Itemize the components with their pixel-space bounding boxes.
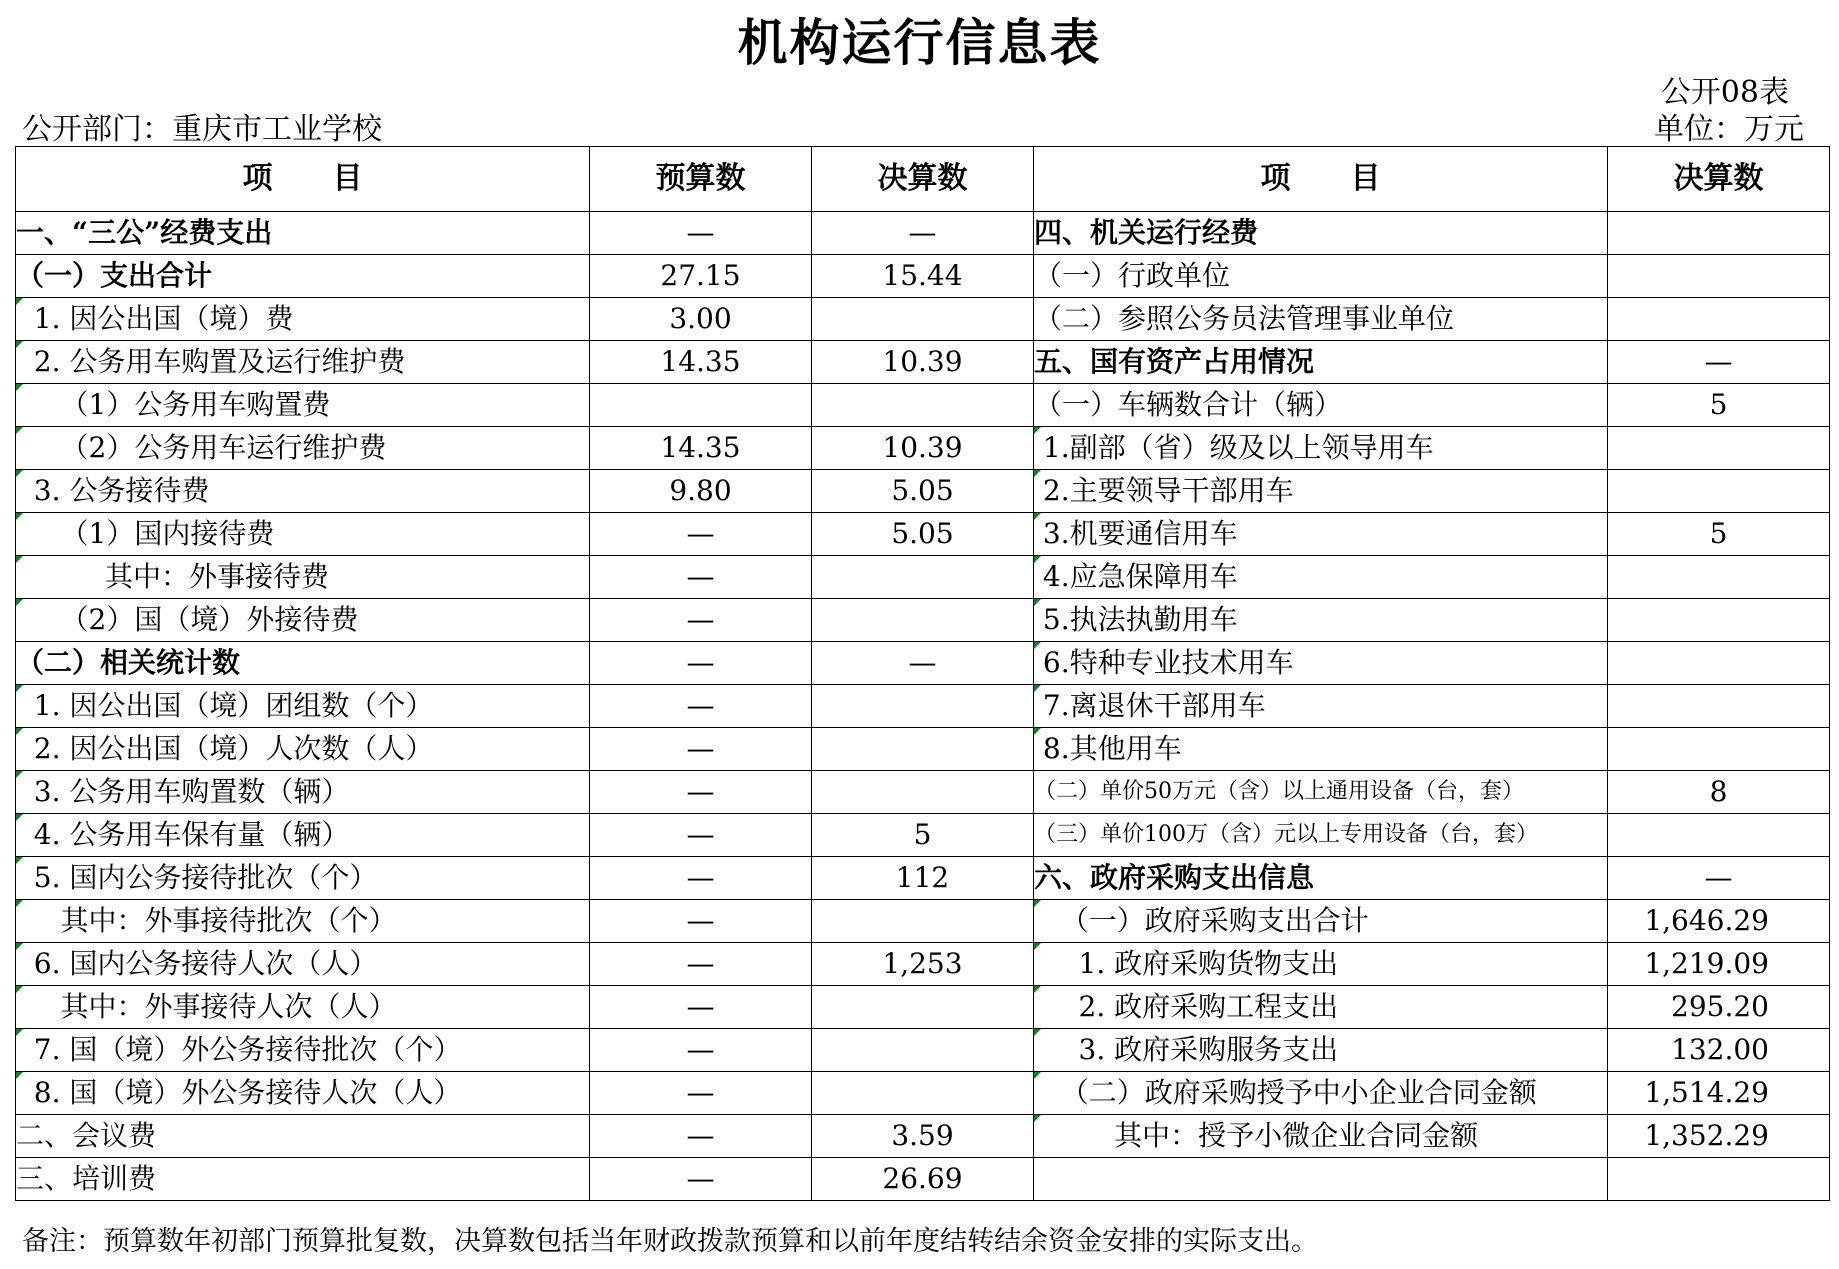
table-row (16, 212, 1830, 255)
right-item-cell: 5.执法执勤用车 (1034, 599, 1608, 642)
info-table (15, 146, 1830, 1201)
table-row (16, 1115, 1830, 1158)
left-item-cell: 其中：外事接待人次（人） (16, 986, 590, 1029)
table-row (16, 728, 1830, 771)
final-left-cell: 15.44 (812, 255, 1034, 298)
right-item-cell: 7.离退休干部用车 (1034, 685, 1608, 728)
budget-cell: — (590, 212, 812, 255)
final-right-cell: 295.20 (1608, 986, 1830, 1029)
budget-cell: — (590, 556, 812, 599)
left-item-cell: 6. 国内公务接待人次（人） (16, 943, 590, 986)
left-item-cell: 5. 国内公务接待批次（个） (16, 857, 590, 900)
budget-cell: — (590, 513, 812, 556)
budget-cell: — (590, 986, 812, 1029)
table-number: 公开08表 (1660, 75, 1789, 110)
final-right-cell: 1,514.29 (1608, 1072, 1830, 1115)
table-row (16, 1072, 1830, 1115)
right-item-cell: 1. 政府采购货物支出 (1034, 943, 1608, 986)
right-item-cell: 6.特种专业技术用车 (1034, 642, 1608, 685)
final-left-cell (812, 384, 1034, 427)
final-right-cell: 5 (1608, 384, 1830, 427)
right-item-cell: （一）车辆数合计（辆） (1034, 384, 1608, 427)
final-right-cell (1608, 642, 1830, 685)
right-item-cell: （二）政府采购授予中小企业合同金额 (1034, 1072, 1608, 1115)
final-right-cell (1608, 1158, 1830, 1201)
right-item-cell: 其中：授予小微企业合同金额 (1034, 1115, 1608, 1158)
table-row (16, 1029, 1830, 1072)
right-item-cell: （二）参照公务员法管理事业单位 (1034, 298, 1608, 341)
final-right-cell (1608, 814, 1830, 857)
left-item-cell: 其中：外事接待批次（个） (16, 900, 590, 943)
final-right-cell: 132.00 (1608, 1029, 1830, 1072)
left-item-cell: （1）公务用车购置费 (16, 384, 590, 427)
right-item-cell: （一）政府采购支出合计 (1034, 900, 1608, 943)
final-right-cell (1608, 556, 1830, 599)
right-item-cell: （二）单价50万元（含）以上通用设备（台，套） (1034, 771, 1608, 814)
left-item-cell: 一、“三公”经费支出 (16, 212, 590, 255)
budget-cell: — (590, 1115, 812, 1158)
budget-cell (590, 384, 812, 427)
final-right-cell (1608, 470, 1830, 513)
left-item-cell: （二）相关统计数 (16, 642, 590, 685)
header-row (16, 147, 1830, 212)
budget-cell: 9.80 (590, 470, 812, 513)
budget-cell: — (590, 1029, 812, 1072)
header-right-item: 项 目 (1034, 147, 1608, 212)
table-row (16, 814, 1830, 857)
right-item-cell: 1.副部（省）级及以上领导用车 (1034, 427, 1608, 470)
budget-cell: — (590, 1158, 812, 1201)
final-right-cell: 1,219.09 (1608, 943, 1830, 986)
table-row (16, 986, 1830, 1029)
left-item-cell: 2. 因公出国（境）人次数（人） (16, 728, 590, 771)
final-right-cell (1608, 685, 1830, 728)
left-item-cell: 2. 公务用车购置及运行维护费 (16, 341, 590, 384)
left-item-cell: 三、培训费 (16, 1158, 590, 1201)
budget-cell: — (590, 685, 812, 728)
table-row (16, 384, 1830, 427)
final-right-cell: 1,646.29 (1608, 900, 1830, 943)
final-left-cell: 10.39 (812, 427, 1034, 470)
right-item-cell (1034, 1158, 1608, 1201)
budget-cell: — (590, 728, 812, 771)
final-left-cell (812, 771, 1034, 814)
budget-cell: — (590, 771, 812, 814)
budget-cell: 27.15 (590, 255, 812, 298)
right-item-cell: 4.应急保障用车 (1034, 556, 1608, 599)
page-title: 机构运行信息表 (737, 13, 1102, 72)
final-left-cell (812, 1072, 1034, 1115)
right-item-cell: 3.机要通信用车 (1034, 513, 1608, 556)
final-left-cell: 26.69 (812, 1158, 1034, 1201)
right-item-cell: 3. 政府采购服务支出 (1034, 1029, 1608, 1072)
final-left-cell: 1,253 (812, 943, 1034, 986)
left-item-cell: 3. 公务用车购置数（辆） (16, 771, 590, 814)
final-right-cell (1608, 728, 1830, 771)
header-budget: 预算数 (590, 147, 812, 212)
final-right-cell (1608, 298, 1830, 341)
table-row (16, 470, 1830, 513)
budget-cell: — (590, 642, 812, 685)
budget-cell: 3.00 (590, 298, 812, 341)
left-item-cell: 3. 公务接待费 (16, 470, 590, 513)
table-row (16, 900, 1830, 943)
final-left-cell: 112 (812, 857, 1034, 900)
unit-label: 单位：万元 (1654, 112, 1804, 147)
table-row (16, 556, 1830, 599)
final-left-cell: 3.59 (812, 1115, 1034, 1158)
right-item-cell: 8.其他用车 (1034, 728, 1608, 771)
right-item-cell: 2.主要领导干部用车 (1034, 470, 1608, 513)
budget-cell: 14.35 (590, 341, 812, 384)
department-label: 公开部门：重庆市工业学校 (22, 112, 382, 147)
left-item-cell: 二、会议费 (16, 1115, 590, 1158)
table-row (16, 599, 1830, 642)
table-row (16, 685, 1830, 728)
final-left-cell (812, 599, 1034, 642)
table-row (16, 857, 1830, 900)
final-right-cell (1608, 212, 1830, 255)
table-row (16, 1158, 1830, 1201)
budget-cell: 14.35 (590, 427, 812, 470)
final-left-cell (812, 728, 1034, 771)
right-item-cell: （一）行政单位 (1034, 255, 1608, 298)
budget-cell: — (590, 599, 812, 642)
left-item-cell: 1. 因公出国（境）团组数（个） (16, 685, 590, 728)
budget-cell: — (590, 1072, 812, 1115)
final-left-cell (812, 298, 1034, 341)
table-row (16, 771, 1830, 814)
budget-cell: — (590, 857, 812, 900)
table-row (16, 298, 1830, 341)
header-final-right: 决算数 (1608, 147, 1830, 212)
final-left-cell (812, 556, 1034, 599)
table-row (16, 255, 1830, 298)
final-left-cell: 10.39 (812, 341, 1034, 384)
left-item-cell: （一）支出合计 (16, 255, 590, 298)
table-row (16, 513, 1830, 556)
final-left-cell: — (812, 212, 1034, 255)
header-final-left: 决算数 (812, 147, 1034, 212)
footnote: 备注：预算数年初部门预算批复数，决算数包括当年财政拨款预算和以前年度结转结余资金安排的实际支出。 (22, 1226, 1318, 1257)
right-item-cell: 五、国有资产占用情况 (1034, 341, 1608, 384)
budget-cell: — (590, 900, 812, 943)
budget-cell: — (590, 943, 812, 986)
final-left-cell (812, 1029, 1034, 1072)
left-item-cell: （2）公务用车运行维护费 (16, 427, 590, 470)
final-left-cell: — (812, 642, 1034, 685)
final-left-cell: 5 (812, 814, 1034, 857)
left-item-cell: 1. 因公出国（境）费 (16, 298, 590, 341)
left-item-cell: （1）国内接待费 (16, 513, 590, 556)
final-right-cell (1608, 599, 1830, 642)
left-item-cell: （2）国（境）外接待费 (16, 599, 590, 642)
final-right-cell: 1,352.29 (1608, 1115, 1830, 1158)
final-left-cell (812, 900, 1034, 943)
final-right-cell (1608, 255, 1830, 298)
table-row (16, 943, 1830, 986)
right-item-cell: 六、政府采购支出信息 (1034, 857, 1608, 900)
left-item-cell: 8. 国（境）外公务接待人次（人） (16, 1072, 590, 1115)
header-left-item: 项 目 (16, 147, 590, 212)
final-right-cell: 5 (1608, 513, 1830, 556)
final-right-cell: 8 (1608, 771, 1830, 814)
final-left-cell (812, 986, 1034, 1029)
final-left-cell: 5.05 (812, 513, 1034, 556)
left-item-cell: 其中：外事接待费 (16, 556, 590, 599)
left-item-cell: 7. 国（境）外公务接待批次（个） (16, 1029, 590, 1072)
final-left-cell (812, 685, 1034, 728)
table-row (16, 341, 1830, 384)
final-right-cell (1608, 427, 1830, 470)
table-row (16, 642, 1830, 685)
budget-cell: — (590, 814, 812, 857)
final-left-cell: 5.05 (812, 470, 1034, 513)
final-right-cell: — (1608, 857, 1830, 900)
right-item-cell: （三）单价100万（含）元以上专用设备（台，套） (1034, 814, 1608, 857)
left-item-cell: 4. 公务用车保有量（辆） (16, 814, 590, 857)
final-right-cell: — (1608, 341, 1830, 384)
table-row (16, 427, 1830, 470)
right-item-cell: 2. 政府采购工程支出 (1034, 986, 1608, 1029)
right-item-cell: 四、机关运行经费 (1034, 212, 1608, 255)
